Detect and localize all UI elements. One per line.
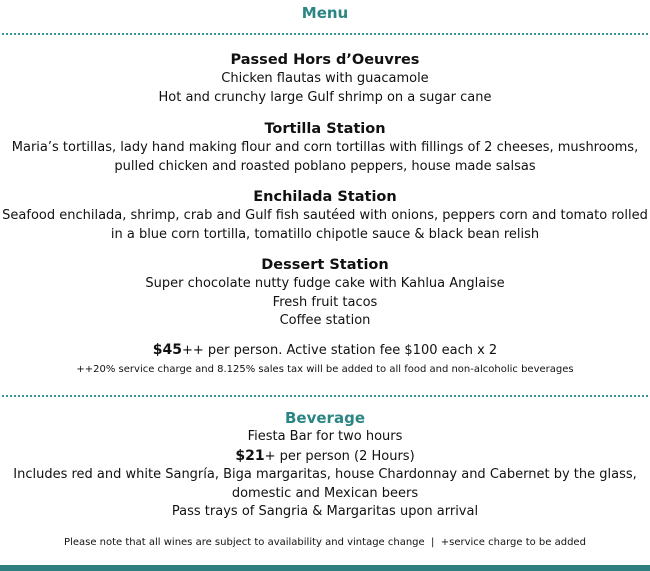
price: $45 (152, 342, 183, 358)
menu-item: Super chocolate nutty fudge cake with Kahlua Anglaise (145, 276, 505, 291)
section-heading: Passed Hors d’Oeuvres (230, 52, 420, 68)
menu-item: Fresh fruit tacos (272, 294, 378, 310)
menu-item: Hot and crunchy large Gulf shrimp on a sugar cane (158, 89, 492, 105)
beverage-line: domestic and Mexican beers (231, 485, 419, 501)
section-dessert (0, 256, 650, 331)
footer-note: Please note that all wines are subject to availability and vintage change | +service charge to be added (64, 537, 586, 548)
bottom-bar (0, 565, 650, 571)
pricing-note: ++20% service charge and 8.125% sales tax will be added to all food and non-alcoholic beverages (76, 364, 574, 375)
beverage-section (0, 428, 650, 522)
beverage-price-detail: + per person (2 Hours) (264, 448, 415, 464)
section-tortilla (0, 120, 650, 176)
menu-item: pulled chicken and roasted poblano peppers, house made salsas (114, 158, 536, 174)
beverage-price: $21 (235, 447, 265, 464)
menu-item: Coffee station (279, 313, 371, 328)
divider (2, 33, 648, 35)
beverage-line: Pass trays of Sangria & Margaritas upon arrival (171, 504, 479, 519)
menu-item: in a blue corn tortilla, tomatillo chipotle sauce & black bean relish (110, 226, 540, 242)
beverage-price-line (0, 447, 650, 467)
section-heading: Tortilla Station (264, 121, 386, 137)
beverage-line: Fiesta Bar for two hours (247, 429, 403, 444)
menu-item: Chicken flautas with guacamole (221, 71, 429, 86)
section-enchilada (0, 188, 650, 244)
beverage-title: Beverage (285, 409, 365, 427)
section-heading: Dessert Station (261, 257, 389, 273)
pricing-line (0, 341, 650, 361)
section-passed (0, 51, 650, 107)
section-heading: Enchilada Station (253, 189, 397, 205)
menu-item: Maria’s tortillas, lady hand making flour and corn tortillas with fillings of 2 cheeses, mushrooms, (11, 140, 639, 155)
menu-item: Seafood enchilada, shrimp, crab and Gulf fish sautéed with onions, peppers corn and tomato rolled (2, 208, 648, 223)
divider (2, 395, 648, 397)
beverage-line: Includes red and white Sangría, Biga margaritas, house Chardonnay and Cabernet by the glass, (13, 467, 637, 482)
price-detail: ++ per person. Active station fee $100 each x 2 (182, 343, 498, 358)
menu-title: Menu (301, 4, 349, 22)
